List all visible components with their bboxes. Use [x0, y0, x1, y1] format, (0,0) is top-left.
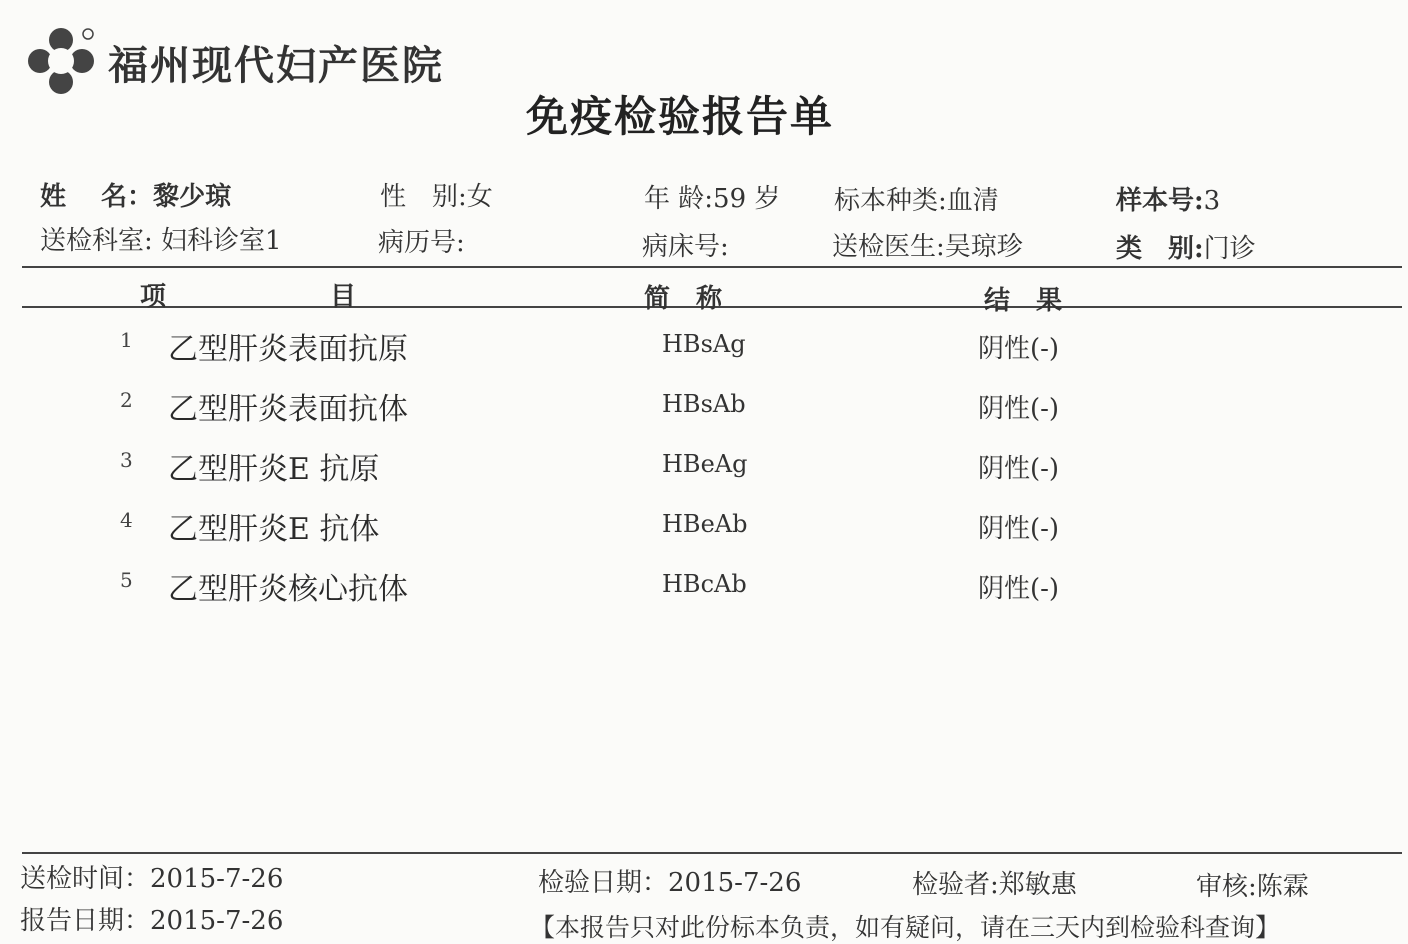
gender-field — [380, 176, 493, 213]
category-label: 类 别: — [1116, 234, 1204, 264]
test-date-field — [538, 862, 801, 899]
patient-name-field — [40, 176, 231, 213]
submit-time-value: 2015-7-26 — [150, 864, 284, 894]
tester-value: 郑敏惠 — [998, 870, 1077, 900]
bed-no-field — [642, 226, 729, 263]
test-result: 阴性(-) — [978, 514, 1060, 544]
row-number: 5 — [120, 568, 133, 592]
test-result: 阴性(-) — [978, 574, 1060, 604]
test-result: 阴性(-) — [978, 394, 1060, 424]
department-label: 送检科室: — [40, 226, 153, 256]
report-date-field — [20, 900, 283, 937]
test-name: 乙型肝炎核心抗体 — [168, 572, 408, 607]
test-name: 乙型肝炎表面抗原 — [168, 332, 408, 367]
report-title: 免疫检验报告单 — [526, 92, 835, 141]
doctor-field — [832, 226, 1023, 263]
reviewer-label: 审核: — [1196, 872, 1257, 902]
test-abbr: HBcAb — [662, 570, 747, 598]
sample-no-label: 样本号: — [1116, 186, 1204, 216]
table-top-rule — [22, 266, 1402, 268]
report-date-label: 报告日期： — [20, 906, 151, 936]
test-abbr: HBeAg — [662, 450, 748, 478]
specimen-type-field — [834, 180, 999, 217]
tester-label: 检验者: — [912, 870, 999, 900]
record-no-field — [378, 222, 465, 259]
report-date-value: 2015-7-26 — [150, 906, 284, 936]
col-header-item-right: 目 — [330, 282, 357, 312]
test-abbr: HBsAg — [662, 330, 746, 358]
row-number: 2 — [120, 388, 133, 412]
department-field — [40, 220, 282, 257]
footer-top-rule — [22, 852, 1402, 854]
test-abbr: HBeAb — [662, 510, 748, 538]
age-label: 年 龄: — [644, 184, 714, 214]
patient-name-label: 姓 名： — [40, 182, 154, 212]
gender-label: 性 别: — [380, 182, 467, 212]
col-header-abbr: 简 称 — [644, 284, 723, 314]
test-name: 乙型肝炎E 抗原 — [168, 452, 380, 487]
col-header-result: 结 果 — [984, 286, 1063, 316]
specimen-type-value: 血清 — [946, 186, 999, 216]
hospital-name: 福州现代妇产医院 — [108, 43, 444, 89]
sample-no-field — [1116, 180, 1220, 217]
submit-time-label: 送检时间： — [20, 864, 151, 894]
test-name: 乙型肝炎E 抗体 — [168, 512, 380, 547]
sample-no-value: 3 — [1203, 186, 1221, 216]
row-number: 4 — [120, 508, 133, 532]
doctor-value: 吴琼珍 — [944, 232, 1023, 262]
gender-value: 女 — [466, 182, 493, 212]
patient-name-value: 黎少琼 — [153, 182, 232, 212]
reviewer-value: 陈霖 — [1256, 872, 1309, 902]
doctor-label: 送检医生: — [832, 232, 945, 262]
hospital-logo-icon — [28, 28, 94, 94]
department-value: 妇科诊室1 — [161, 226, 282, 256]
tester-field — [912, 864, 1077, 901]
test-result: 阴性(-) — [978, 454, 1060, 484]
bed-no-label: 病床号: — [642, 232, 729, 262]
disclaimer-text: 【本报告只对此份标本负责，如有疑问，请在三天内到检验科查询】 — [530, 913, 1281, 942]
record-no-label: 病历号: — [378, 228, 465, 258]
col-header-item-left: 项 — [140, 282, 167, 312]
test-date-label: 检验日期： — [538, 868, 669, 898]
submit-time-field — [20, 858, 283, 895]
reviewer-field — [1196, 866, 1309, 903]
test-date-value: 2015-7-26 — [668, 868, 802, 898]
age-field — [644, 178, 780, 215]
test-abbr: HBsAb — [662, 390, 746, 418]
row-number: 1 — [120, 328, 133, 352]
category-field — [1116, 228, 1256, 265]
row-number: 3 — [120, 448, 133, 472]
specimen-type-label: 标本种类: — [834, 186, 947, 216]
test-result: 阴性(-) — [978, 334, 1060, 364]
test-name: 乙型肝炎表面抗体 — [168, 392, 408, 427]
category-value: 门诊 — [1203, 234, 1256, 264]
age-value: 59 岁 — [713, 184, 781, 214]
